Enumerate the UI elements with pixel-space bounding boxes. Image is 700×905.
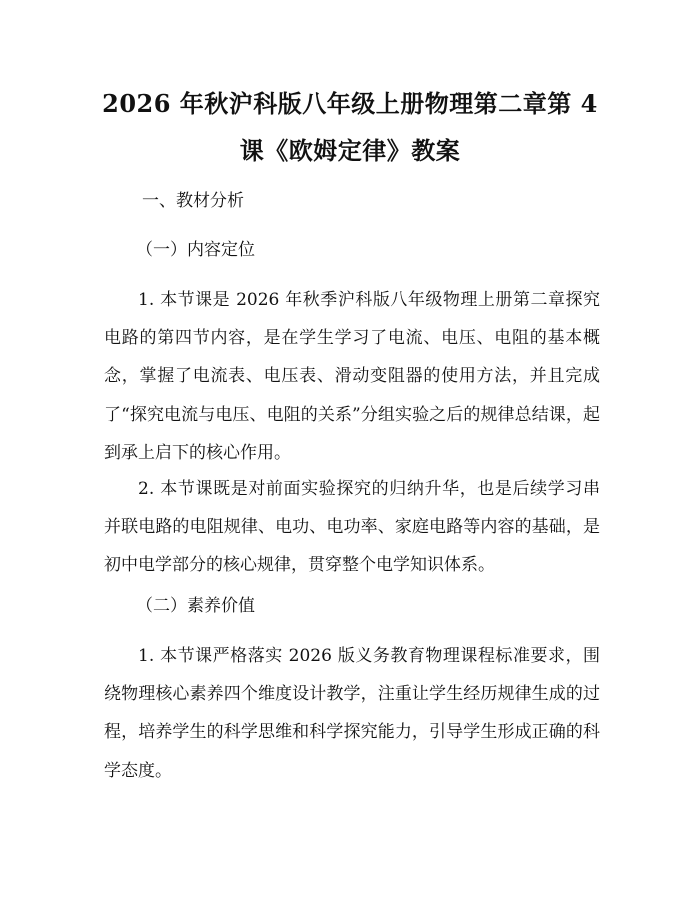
- document-title-line-2: 课《欧姆定律》教案: [239, 136, 461, 165]
- subsection-heading-literacy-value: （二）素养价值: [136, 596, 255, 616]
- subsection-heading-content-positioning: （一）内容定位: [136, 240, 255, 260]
- section-heading-textbook-analysis: 一、教材分析: [142, 191, 244, 211]
- paragraph-3: 1. 本节课严格落实 2026 版义务教育物理课程标准要求，围绕物理核心素养四个维度设计教学，注重让学生经历规律生成的过程，培养学生的科学思维和科学探究能力，引导学生形成正确的科学态度。: [104, 646, 600, 781]
- document-title-line-1: 2026 年秋沪科版八年级上册物理第二章第 4: [102, 89, 598, 118]
- paragraph-2: 2. 本节课既是对前面实验探究的归纳升华，也是后续学习串并联电路的电阻规律、电功、电功率、家庭电路等内容的基础，是初中电学部分的核心规律，贯穿整个电学知识体系。: [104, 479, 600, 576]
- paragraph-1: 1. 本节课是 2026 年秋季沪科版八年级物理上册第二章探究电路的第四节内容，是在学生学习了电流、电压、电阻的基本概念，掌握了电流表、电压表、滑动变阻器的使用方法，并且完成了“探究电流与电压、电阻的关系”分组实验之后的规律总结课，起到承上启下的核心作用。: [104, 290, 600, 463]
